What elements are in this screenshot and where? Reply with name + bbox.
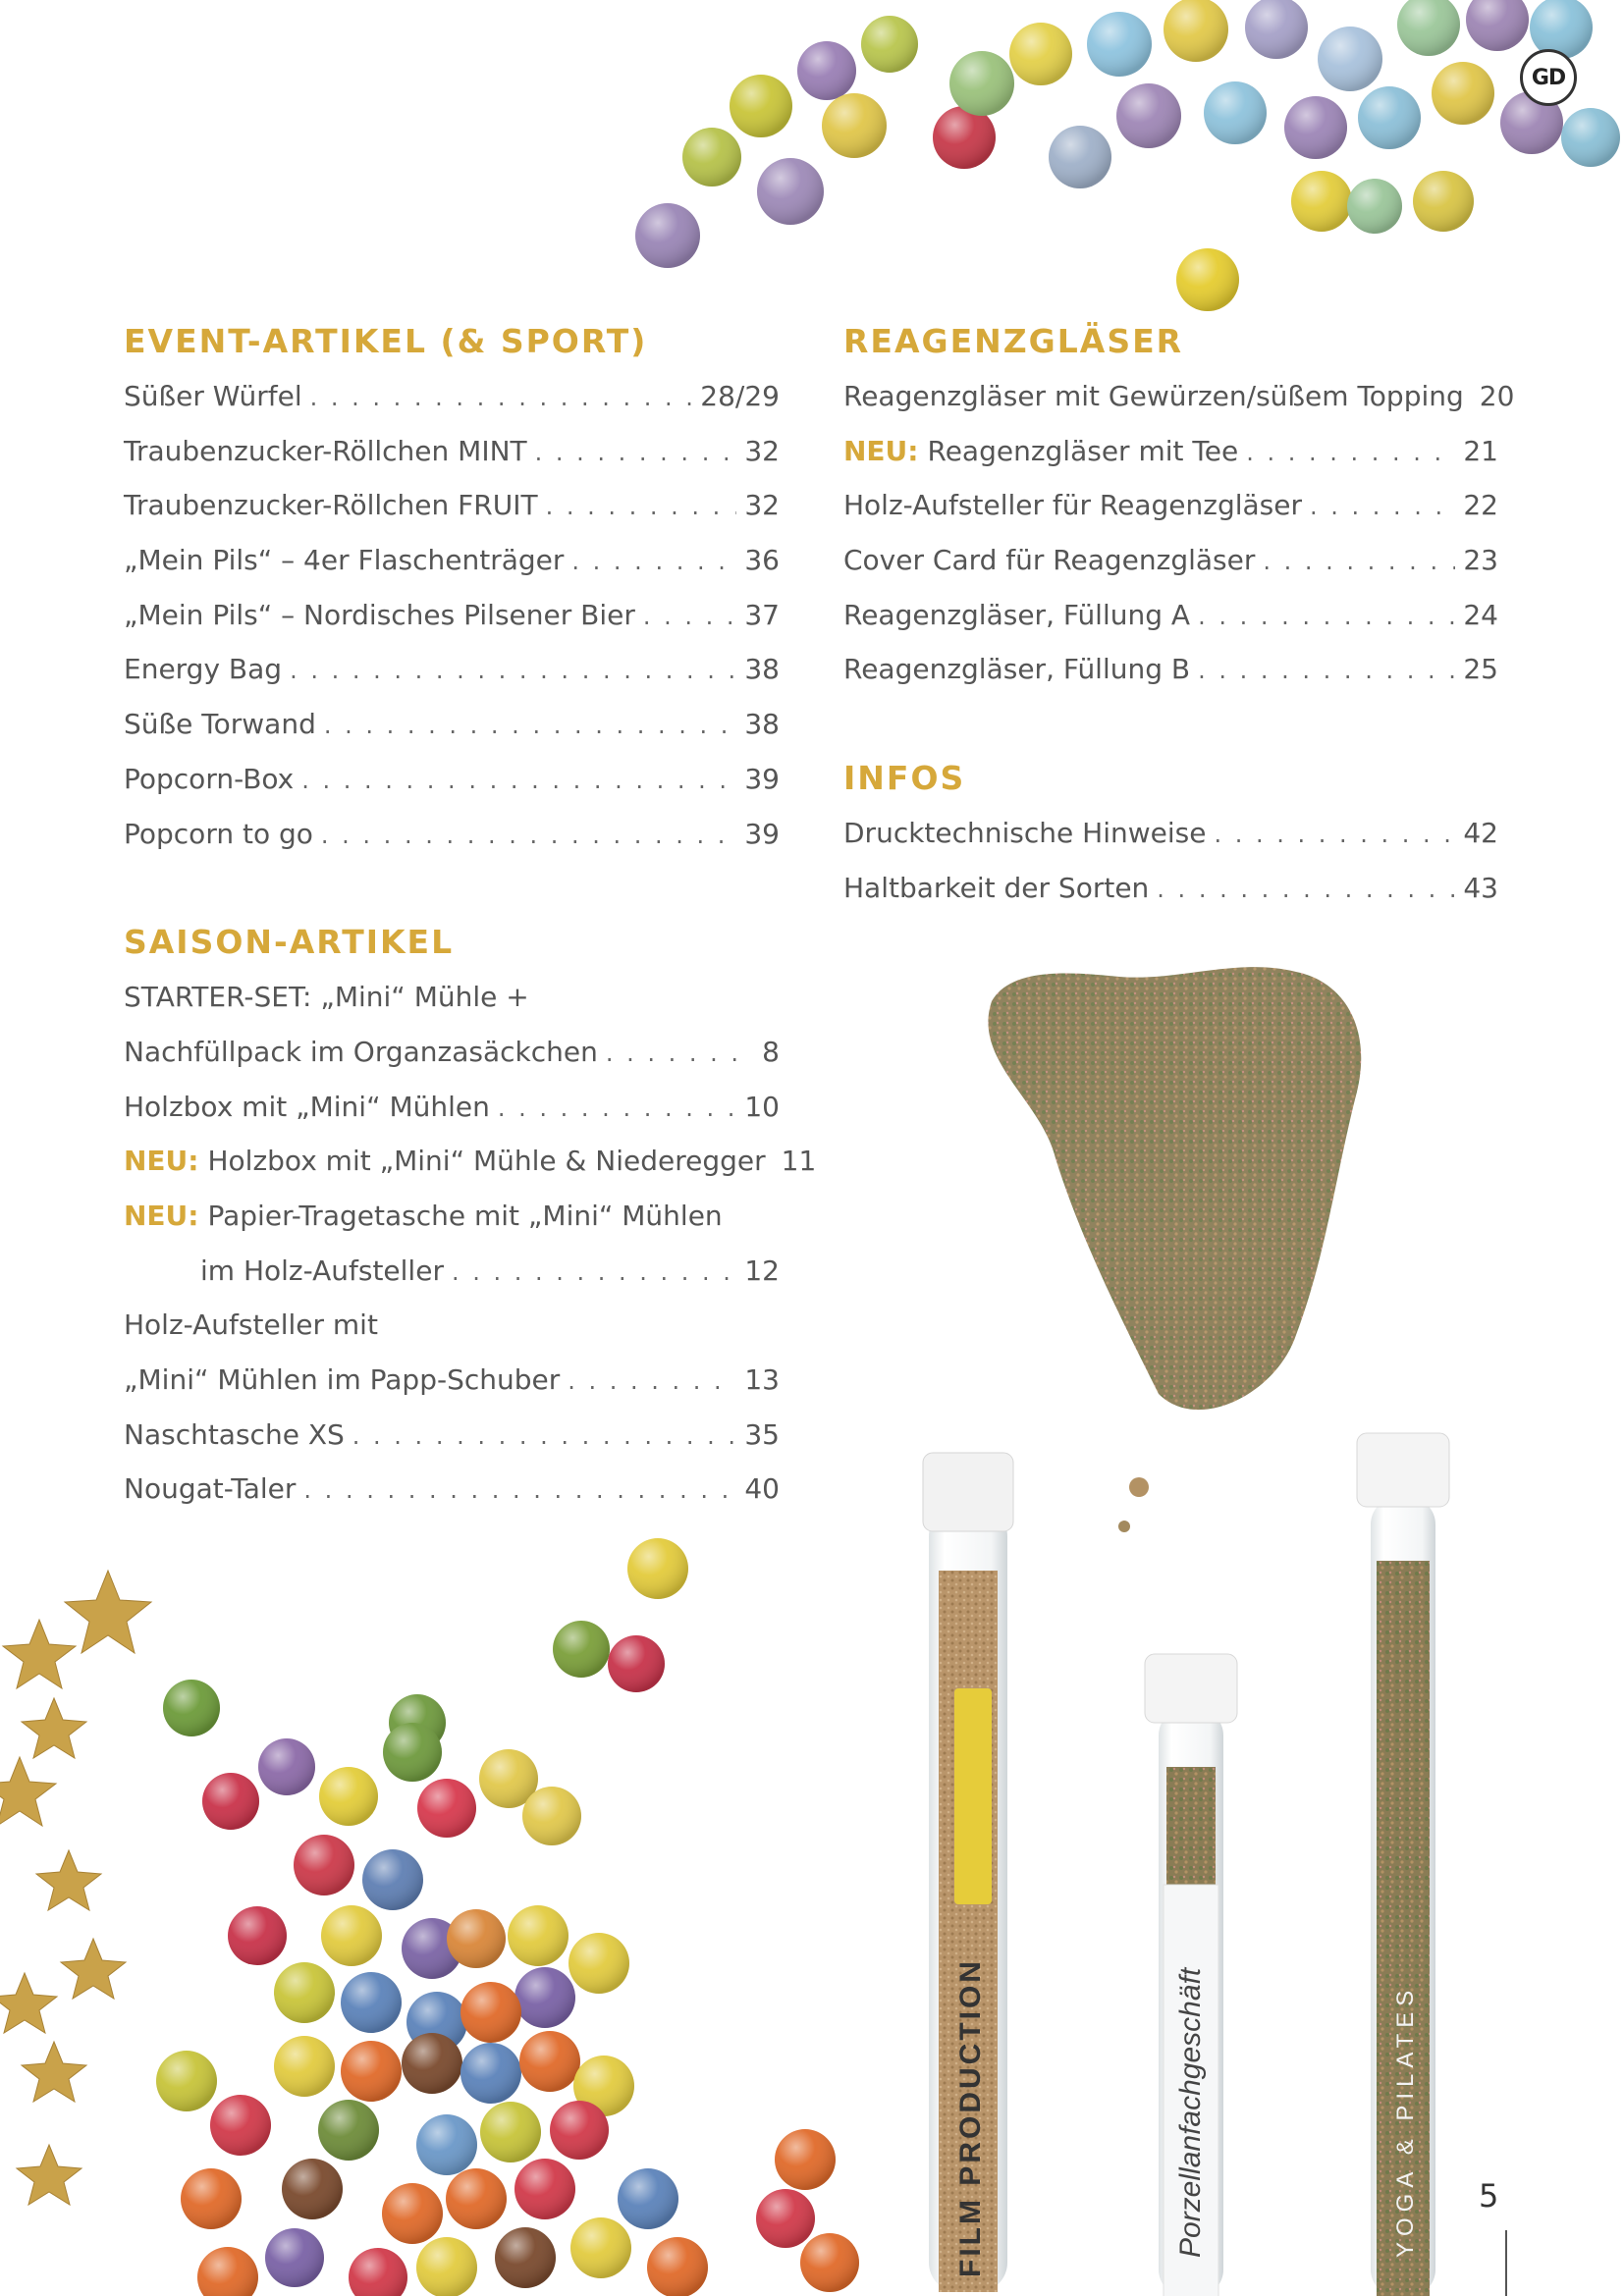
toc-entry[interactable] [124, 478, 780, 533]
toc-entry[interactable] [124, 424, 780, 479]
section-title-reagenz: REAGENZGLÄSER [843, 322, 1184, 360]
toc-entry-page: 39 [744, 762, 780, 795]
toc-entry[interactable] [843, 478, 1498, 533]
dot-leader [643, 590, 736, 645]
candies-bottom [156, 1538, 859, 2296]
toc-entry[interactable] [124, 1244, 780, 1299]
toc-entry-label: Haltbarkeit der Sorten [843, 871, 1150, 904]
toc-entry-label: Traubenzucker-Röllchen FRUIT [124, 489, 538, 522]
toc-entry-page: 40 [744, 1472, 780, 1506]
toc-entry[interactable] [124, 697, 780, 752]
toc-entry-page: 21 [1463, 434, 1498, 467]
toc-entry-page: 24 [1463, 598, 1498, 631]
toc-entry-page: 28/29 [700, 380, 780, 412]
toc-entry[interactable] [124, 1134, 817, 1189]
dot-leader [290, 644, 736, 699]
toc-entry-page: 36 [744, 544, 780, 577]
dot-leader [301, 754, 736, 809]
dot-leader [535, 426, 737, 481]
toc-entry-page: 8 [762, 1035, 780, 1068]
toc-entry-page: 12 [744, 1254, 780, 1287]
new-badge: NEU: [124, 1199, 199, 1232]
toc-entry[interactable] [124, 533, 780, 588]
new-badge: NEU: [124, 1145, 199, 1178]
toc-entry[interactable] [124, 1408, 780, 1463]
toc-entry-label: im Holz-Aufsteller [200, 1254, 444, 1287]
toc-entry-label: Reagenzgläser, Füllung A [843, 598, 1191, 631]
toc-entry[interactable] [124, 1298, 780, 1353]
toc-entry-page: 22 [1463, 489, 1498, 522]
toc-entry[interactable] [843, 533, 1498, 588]
toc-entry-page: 10 [744, 1090, 780, 1123]
toc-entry-label: Popcorn-Box [124, 762, 295, 795]
section-gap [124, 861, 780, 915]
page-number: 5 [1479, 2177, 1499, 2215]
toc-entry-page: 25 [1463, 653, 1498, 686]
toc-right-column [843, 314, 1515, 916]
toc-entry[interactable] [843, 424, 1498, 479]
toc-entry[interactable] [843, 806, 1498, 861]
toc-entry[interactable] [124, 588, 780, 643]
toc-entry[interactable] [124, 642, 780, 697]
dot-leader [1263, 535, 1455, 590]
toc-left-column [124, 314, 817, 1517]
toc-entry-page: 32 [744, 434, 780, 467]
toc-entry-label: Energy Bag [124, 653, 283, 686]
toc-entry-label: Reagenzgläser mit Gewürzen/süßem Topping [843, 380, 1464, 412]
candies-top [635, 0, 1620, 311]
toc-entry-label: Popcorn to go [124, 817, 313, 850]
dot-leader [321, 809, 736, 864]
toc-entry-page: 38 [744, 708, 780, 741]
section-gap [843, 697, 1498, 751]
toc-entry-label: Nachfüllpack im Organzasäckchen [124, 1035, 598, 1068]
dot-leader [1310, 480, 1455, 535]
toc-entry-page: 35 [744, 1417, 780, 1451]
toc-entry-label: Holz-Aufsteller für Reagenzgläser [843, 489, 1302, 522]
dot-leader [1198, 590, 1455, 645]
toc-entry[interactable] [124, 1080, 780, 1135]
tube-2-label: Porzellanfachgeschäft [1174, 1967, 1207, 2258]
toc-entry-page: 42 [1463, 817, 1498, 850]
new-badge: NEU: [843, 434, 919, 467]
dot-leader [571, 535, 736, 590]
toc-entry-label: Drucktechnische Hinweise [843, 817, 1207, 850]
tube-1-label: FILM PRODUCTION [954, 1958, 987, 2277]
toc-entry-label: Nougat-Taler [124, 1472, 297, 1506]
tube-3-label: YOGA & PILATES [1392, 1984, 1419, 2258]
toc-entry[interactable] [124, 1189, 780, 1244]
toc-entry-label: Reagenzgläser, Füllung B [843, 653, 1191, 686]
dot-leader [452, 1246, 736, 1301]
toc-entry-label: Süßer Würfel [124, 380, 302, 412]
toc-entry[interactable] [124, 1353, 780, 1408]
toc-entry-label: Cover Card für Reagenzgläser [843, 544, 1256, 577]
toc-entry[interactable] [124, 970, 780, 1025]
toc-entry-page: 38 [744, 653, 780, 686]
dot-leader [568, 1355, 736, 1410]
dot-leader [1198, 644, 1455, 699]
toc-entry-label: Traubenzucker-Röllchen MINT [124, 434, 527, 467]
brand-logo: GD [1520, 49, 1577, 106]
toc-entry[interactable] [124, 1462, 780, 1517]
toc-entry-page: 37 [744, 598, 780, 631]
toc-entry[interactable] [124, 807, 780, 862]
toc-entry-label: Holzbox mit „Mini“ Mühlen [124, 1090, 490, 1123]
dot-leader [310, 371, 693, 426]
dot-leader [1157, 863, 1455, 918]
toc-entry-page: 20 [1479, 380, 1515, 412]
toc-entry-page: 13 [744, 1363, 780, 1396]
toc-entry-page: 11 [781, 1145, 817, 1178]
toc-entry[interactable] [124, 752, 780, 807]
toc-entry[interactable] [843, 642, 1498, 697]
toc-entry[interactable] [124, 369, 780, 424]
dot-leader [324, 699, 737, 754]
section-title-saison: SAISON-ARTIKEL [124, 923, 455, 962]
section-title-infos: INFOS [843, 759, 966, 798]
herbs-pile [988, 967, 1361, 1532]
toc-entry[interactable] [843, 861, 1498, 916]
toc-entry-label: Holzbox mit „Mini“ Mühle & Niederegger [207, 1145, 766, 1178]
page-number-rule [1505, 2230, 1507, 2296]
stars [0, 1571, 151, 2205]
toc-entry-label: Süße Torwand [124, 708, 316, 741]
toc-entry-label: Holz-Aufsteller mit [124, 1308, 378, 1342]
dot-leader [546, 480, 737, 535]
dot-leader [303, 1464, 736, 1519]
toc-entry-page: 43 [1463, 871, 1498, 904]
toc-entry[interactable] [843, 588, 1498, 643]
toc-entry-label: „Mein Pils“ – 4er Flaschenträger [124, 544, 565, 577]
dot-leader [352, 1410, 737, 1465]
toc-entry-label: „Mini“ Mühlen im Papp-Schuber [124, 1363, 561, 1396]
toc-entry[interactable] [843, 369, 1515, 424]
toc-entry-label: Reagenzgläser mit Tee [927, 434, 1239, 467]
section-title-event: EVENT-ARTIKEL (& SPORT) [124, 322, 648, 360]
toc-entry-label: Papier-Tragetasche mit „Mini“ Mühlen [207, 1199, 723, 1232]
dot-leader [1246, 426, 1455, 481]
toc-entry-label: STARTER-SET: „Mini“ Mühle + [124, 981, 529, 1014]
dot-leader [1214, 808, 1455, 863]
toc-entry-label: Naschtasche XS [124, 1417, 345, 1451]
toc-entry[interactable] [124, 1025, 780, 1080]
toc-entry-page: 23 [1463, 544, 1498, 577]
dot-leader [606, 1027, 754, 1082]
dot-leader [498, 1082, 736, 1137]
toc-entry-page: 32 [744, 489, 780, 522]
toc-entry-page: 39 [744, 817, 780, 850]
toc-entry-label: „Mein Pils“ – Nordisches Pilsener Bier [124, 598, 635, 631]
